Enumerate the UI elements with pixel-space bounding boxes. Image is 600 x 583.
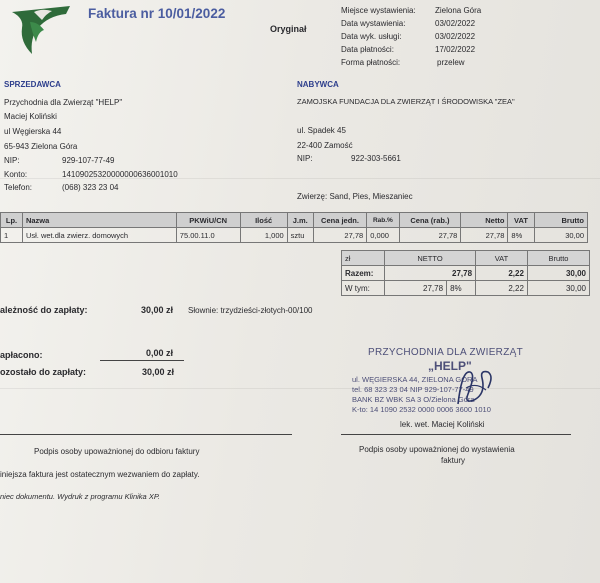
handwritten-signature: [452, 364, 496, 412]
table-row: [1, 228, 588, 243]
summary-breakdown-netto: 27,78: [385, 281, 447, 296]
meta-label: Data wystawienia:: [341, 19, 406, 28]
meta-value: przelew: [437, 58, 465, 67]
summary-breakdown-row: [342, 281, 590, 296]
remaining-label: ozostało do zapłaty:: [0, 367, 87, 377]
summary-total-label: Razem:: [342, 266, 385, 281]
stamp-line: BANK BZ WBK SA 3 O/Zielona Góra: [352, 395, 475, 404]
column-header: J.m.: [287, 213, 313, 228]
items-table: [0, 212, 588, 243]
paid-label: apłacono:: [0, 350, 43, 360]
invoice-title: Faktura nr 10/01/2022: [88, 6, 226, 21]
summary-total-brutto: 30,00: [527, 266, 589, 281]
buyer-name: ZAMOJSKA FUNDACJA DLA ZWIERZĄT I ŚRODOWISKA "ZEA": [297, 97, 515, 106]
meta-value: 03/02/2022: [435, 19, 476, 28]
column-header: Nazwa: [22, 213, 176, 228]
meta-value: 03/02/2022: [435, 32, 476, 41]
stamp-name: „HELP": [428, 359, 472, 373]
meta-label: Miejsce wystawienia:: [341, 6, 416, 15]
table-cell: 8%: [508, 228, 534, 243]
meta-label: Forma płatności:: [341, 58, 401, 67]
stamp-line: K-to: 14 1090 2532 0000 0006 3600 1010: [352, 405, 491, 414]
summary-header: zł: [342, 251, 385, 266]
seller-phone: (068) 323 23 04: [62, 183, 119, 192]
table-cell: 27,78: [399, 228, 461, 243]
seller-nip-label: NIP:: [4, 156, 20, 165]
buyer-city: 22-400 Zamość: [297, 141, 353, 150]
summary-breakdown-brutto: 30,00: [527, 281, 589, 296]
signatory-name: lek. wet. Maciej Koliński: [400, 420, 485, 429]
meta-label: Data płatności:: [341, 45, 394, 54]
amount-due-label: ależność do zapłaty:: [0, 305, 88, 315]
column-header: PKWiU/CN: [176, 213, 240, 228]
stamp-line: ul. WĘGIERSKA 44, ZIELONA GÓRA: [352, 375, 478, 384]
seller-heading: SPRZEDAWCA: [4, 80, 61, 89]
original-label: Oryginał: [270, 24, 307, 34]
summary-table: [341, 250, 590, 296]
meta-value: 17/02/2022: [435, 45, 476, 54]
table-cell: 27,78: [313, 228, 366, 243]
seller-phone-label: Telefon:: [4, 183, 33, 192]
items-header-row: [1, 213, 588, 228]
amount-due-value: 30,00 zł: [141, 305, 174, 315]
issuer-signature-caption: Podpis osoby upoważnionej do wystawienia: [359, 445, 515, 454]
summary-total-row: [342, 266, 590, 281]
seller-name: Przychodnia dla Zwierząt "HELP": [4, 98, 123, 107]
table-cell: 27,78: [461, 228, 508, 243]
column-header: Rab.%: [367, 213, 399, 228]
table-cell: 30,00: [534, 228, 587, 243]
clinic-logo-icon: [8, 2, 74, 60]
animals-line: Zwierzę: Sand, Pies, Mieszaniec: [297, 192, 413, 201]
stamp-line: tel. 68 323 23 04 NIP 929-107-77-49: [352, 385, 474, 394]
buyer-nip: 922-303-5661: [351, 154, 401, 163]
seller-street: ul Węgierska 44: [4, 127, 62, 136]
paid-value: 0,00 zł: [146, 348, 174, 358]
column-header: Ilość: [240, 213, 287, 228]
column-header: Netto: [461, 213, 508, 228]
seller-account-label: Konto:: [4, 170, 28, 179]
summary-breakdown-label: W tym:: [342, 281, 385, 296]
table-cell: 75.00.11.0: [176, 228, 240, 243]
column-header: VAT: [508, 213, 534, 228]
column-header: Cena (rab.): [399, 213, 461, 228]
summary-breakdown-vat: 2,22: [476, 281, 528, 296]
column-header: Brutto: [534, 213, 587, 228]
receiver-signature-caption: Podpis osoby upoważnionej do odbioru faktury: [34, 447, 200, 456]
meta-value: Zielona Góra: [435, 6, 482, 15]
table-cell: sztu: [287, 228, 313, 243]
column-header: Lp.: [1, 213, 23, 228]
remaining-value: 30,00 zł: [142, 367, 175, 377]
column-header: Cena jedn.: [313, 213, 366, 228]
seller-person: Maciej Koliński: [4, 112, 57, 121]
table-cell: 1: [1, 228, 23, 243]
buyer-nip-label: NIP:: [297, 154, 313, 163]
summary-header-row: [342, 251, 590, 266]
summary-total-netto: 27,78: [385, 266, 476, 281]
payment-notice: iniejsza faktura jest ostatecznym wezwaniem do zapłaty.: [0, 470, 200, 479]
seller-account: 14109025320000000636001010: [62, 170, 178, 179]
seller-nip: 929-107-77-49: [62, 156, 115, 165]
issuer-signature-caption-line2: faktury: [441, 456, 466, 465]
document-footer: niec dokumentu. Wydruk z programu Klinika XP.: [0, 492, 160, 501]
summary-breakdown-rate: 8%: [447, 281, 476, 296]
seller-city: 65-943 Zielona Góra: [4, 142, 78, 151]
meta-label: Data wyk. usługi:: [341, 32, 402, 41]
summary-header: NETTO: [385, 251, 476, 266]
table-cell: Usł. wet.dla zwierz. domowych: [22, 228, 176, 243]
summary-header: Brutto: [527, 251, 589, 266]
buyer-heading: NABYWCA: [297, 80, 339, 89]
summary-header: VAT: [476, 251, 528, 266]
buyer-street: ul. Spadek 45: [297, 126, 346, 135]
table-cell: 0,000: [367, 228, 399, 243]
amount-in-words: Słownie: trzydzieści-złotych-00/100: [188, 306, 313, 315]
summary-total-vat: 2,22: [476, 266, 528, 281]
table-cell: 1,000: [240, 228, 287, 243]
stamp-title: PRZYCHODNIA DLA ZWIERZĄT: [368, 347, 523, 358]
